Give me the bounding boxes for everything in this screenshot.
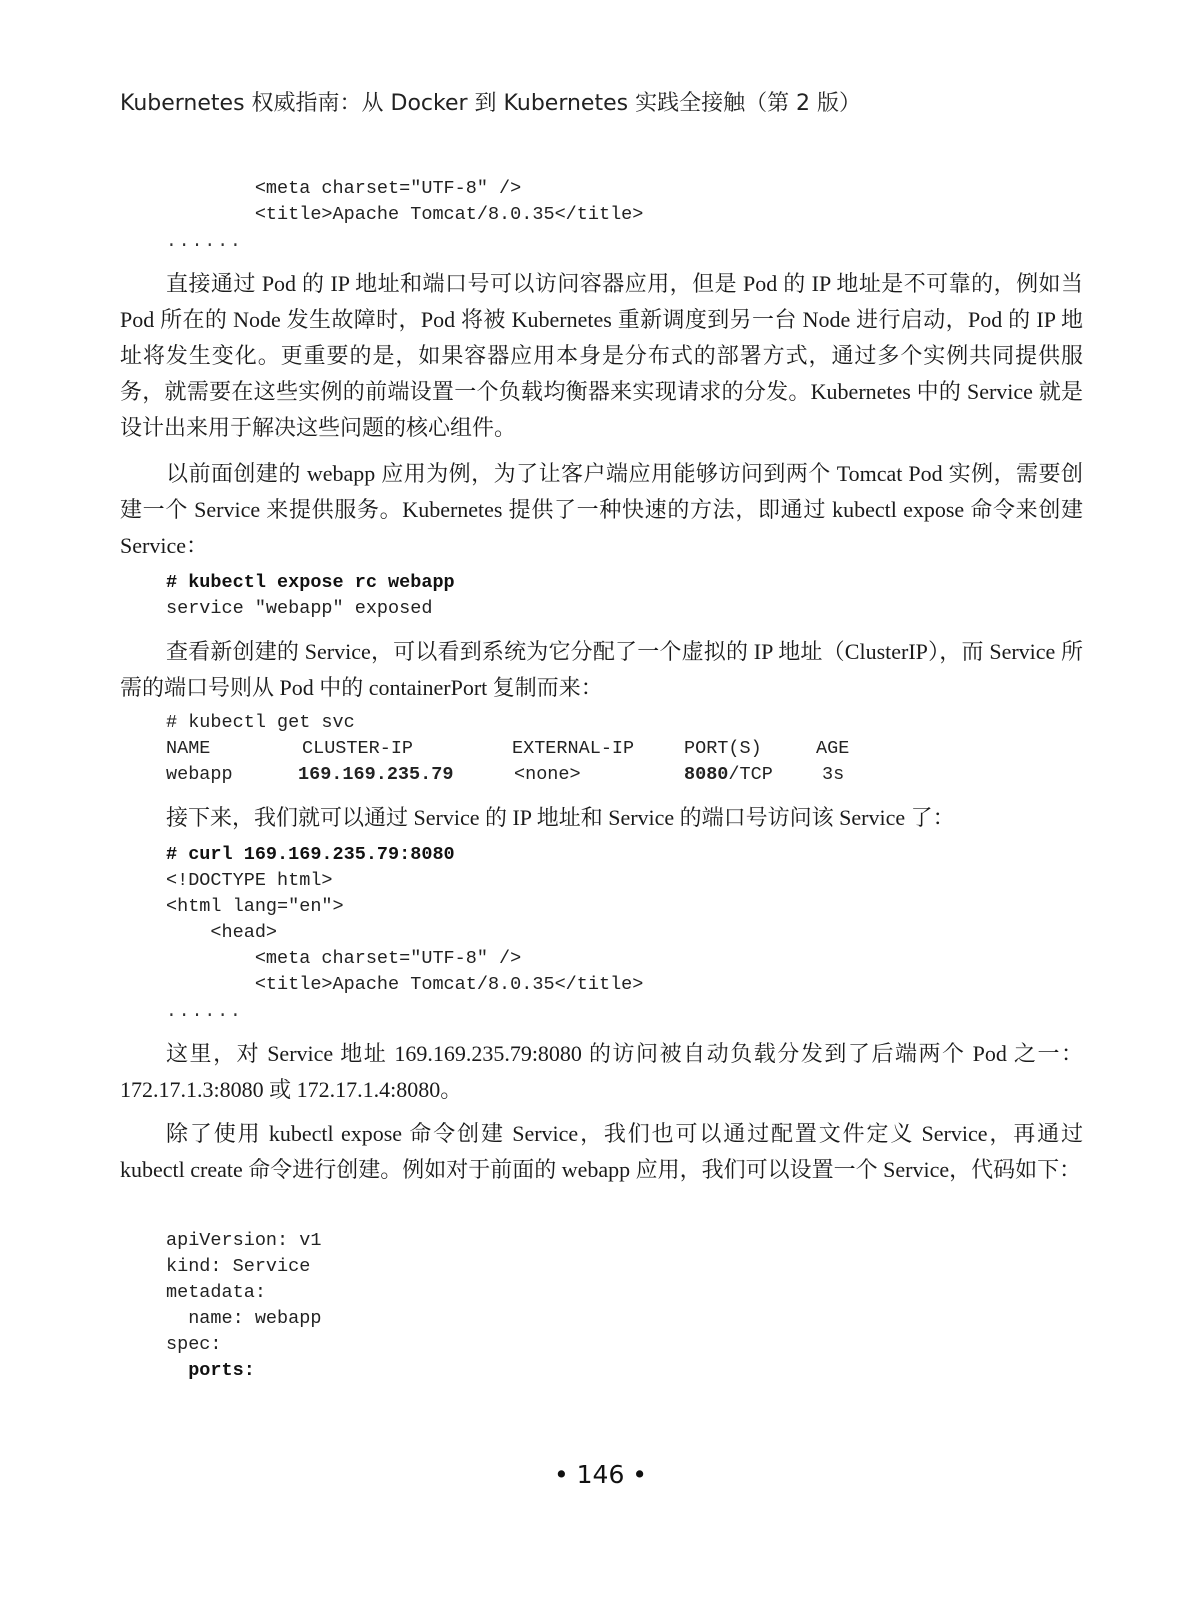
- code-block-html-head: [166, 176, 643, 228]
- cell-external-ip: <none>: [514, 764, 581, 785]
- paragraph-pod-ip-unreliable: 直接通过 Pod 的 IP 地址和端口号可以访问容器应用，但是 Pod 的 IP 地址是不可靠的，例如当 Pod 所在的 Node 发生故障时，Pod 将被 Kubernetes 重新调度到另一台 Node 进行启动，Pod 的 IP 地址将发生变化。更重要的是，如果容器应用本身是分布式的部署方式，通过多个实例共同提供服务，就需要在这些实例的前端设置一个负载均衡器来实现请求的分发。Kubernetes 中的 Service 就是设计出来用于解决这些问题的核心组件。: [120, 271, 1083, 440]
- code-line: <html lang="en">: [166, 896, 344, 917]
- paragraph-load-balanced: 这里，对 Service 地址 169.169.235.79:8080 的访问被自动负载分发到了后端两个 Pod 之一：172.17.1.3:8080 或 172.17.1.4:8080。: [120, 1041, 1083, 1102]
- code-line: <title>Apache Tomcat/8.0.35</title>: [166, 974, 644, 995]
- code-command: # kubectl expose rc webapp: [166, 572, 455, 593]
- cell-cluster-ip: 169.169.235.79: [298, 764, 454, 785]
- cell-age: 3s: [822, 764, 845, 785]
- paragraph-config-file: 除了使用 kubectl expose 命令创建 Service，我们也可以通过配置文件定义 Service，再通过 kubectl create 命令进行创建。例如对于前面的 webapp 应用，我们可以设置一个 Service，代码如下：: [120, 1121, 1083, 1182]
- cell-port-number: 8080: [684, 764, 729, 785]
- running-header: Kubernetes 权威指南：从 Docker 到 Kubernetes 实践全接触（第 2 版）: [120, 91, 862, 116]
- code-command: # curl 169.169.235.79:8080: [166, 844, 455, 865]
- paragraph-create-service: 以前面创建的 webapp 应用为例，为了让客户端应用能够访问到两个 Tomcat Pod 实例，需要创建一个 Service 来提供服务。Kubernetes 提供了一种快速的方法，即通过 kubectl expose 命令来创建 Service：: [120, 461, 1083, 558]
- page-number: • 146 •: [553, 1460, 648, 1489]
- code-line: <!DOCTYPE html>: [166, 870, 333, 891]
- code-line: apiVersion: v1: [166, 1230, 322, 1251]
- cell-ports: [684, 764, 773, 785]
- code-line: <meta charset="UTF-8" />: [166, 178, 522, 199]
- code-line: metadata:: [166, 1282, 266, 1303]
- code-ellipsis: ......: [166, 232, 243, 252]
- column-header-ports: PORT(S): [684, 738, 762, 759]
- code-block-expose: [166, 570, 455, 622]
- column-header-age: AGE: [816, 738, 850, 759]
- code-line: <title>Apache Tomcat/8.0.35</title>: [166, 204, 644, 225]
- cell-port-protocol: /TCP: [728, 764, 773, 785]
- paragraph-view-service: 查看新创建的 Service，可以看到系统为它分配了一个虚拟的 IP 地址（ClusterIP），而 Service 所需的端口号则从 Pod 中的 containerPort 复制而来：: [120, 639, 1083, 700]
- code-line: <head>: [166, 922, 278, 943]
- column-header-external-ip: EXTERNAL-IP: [512, 738, 635, 759]
- cell-name: webapp: [166, 764, 233, 785]
- paragraph-access-service: 接下来，我们就可以通过 Service 的 IP 地址和 Service 的端口号访问该 Service 了：: [166, 805, 955, 830]
- code-block-service-yaml: [166, 1228, 321, 1384]
- code-block-curl: [166, 842, 643, 998]
- column-header-cluster-ip: CLUSTER-IP: [302, 738, 414, 759]
- code-line: spec:: [166, 1334, 222, 1355]
- code-output: service "webapp" exposed: [166, 598, 433, 619]
- code-line: name: webapp: [166, 1308, 322, 1329]
- code-line: ports:: [166, 1360, 255, 1381]
- code-command: # kubectl get svc: [166, 712, 355, 733]
- code-line: <meta charset="UTF-8" />: [166, 948, 522, 969]
- code-ellipsis: ......: [166, 1002, 243, 1022]
- code-line: kind: Service: [166, 1256, 311, 1277]
- column-header-name: NAME: [166, 738, 211, 759]
